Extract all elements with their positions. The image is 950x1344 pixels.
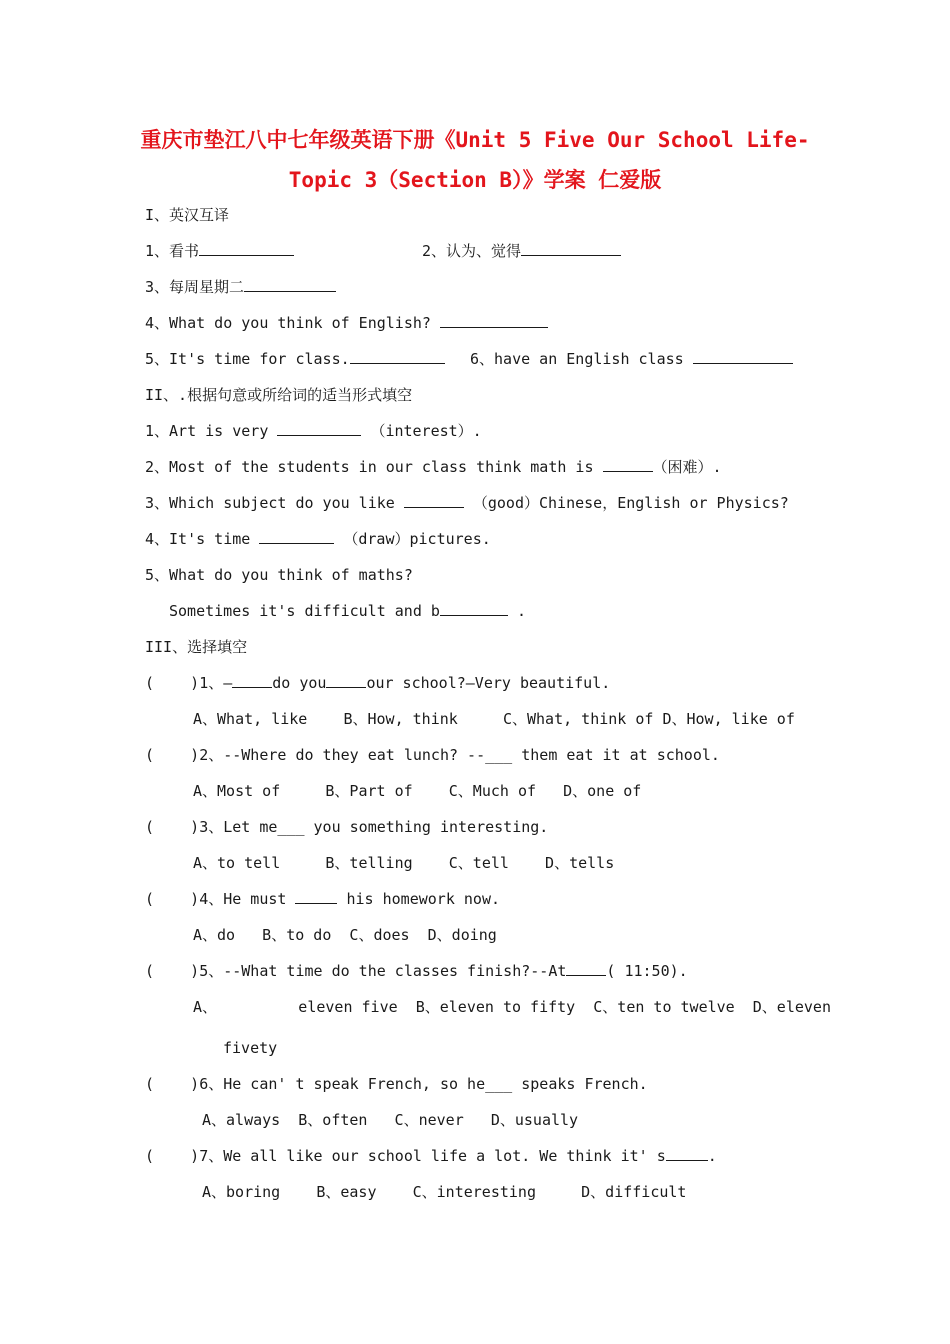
question-text: 2、--Where do they eat lunch? --___ them eat it at school.: [199, 746, 720, 764]
question-text: 4、He must: [199, 890, 287, 908]
part1-question-1: [145, 241, 294, 261]
question-text: 3、每周星期二: [145, 278, 245, 296]
answer-blank: [259, 529, 334, 544]
question-text: 1、—: [199, 674, 233, 692]
document-title-line1: 重庆市垫江八中七年级英语下册《Unit 5 Five Our School Life-: [140, 128, 810, 152]
part1-question-2: [422, 241, 621, 261]
answer-paren: ( ): [145, 890, 200, 908]
question-text: ( 11:50).: [606, 962, 688, 980]
part3-question-6: [145, 1074, 648, 1094]
part2-question-4: [145, 529, 491, 549]
part2-question-5: 5、What do you think of maths?: [145, 566, 413, 584]
question-text: 2、Most of the students in our class think math is: [145, 458, 594, 476]
part3-question-5-options-cont: fivety: [223, 1039, 278, 1057]
part3-question-2: [145, 745, 720, 765]
answer-blank: [440, 601, 508, 616]
part1-heading: I、英汉互译: [145, 206, 230, 224]
answer-blank: [666, 1146, 708, 1161]
answer-paren: ( ): [145, 1147, 200, 1165]
part1-question-6: [470, 349, 793, 369]
part3-question-7: [145, 1146, 717, 1166]
part2-question-3: [145, 493, 789, 513]
question-text: our school?—Very beautiful.: [366, 674, 611, 692]
question-hint: （good）Chinese，English or Physics?: [472, 494, 789, 512]
part3-heading: III、选择填空: [145, 638, 248, 656]
answer-blank: [603, 457, 653, 472]
question-text: do you: [272, 674, 327, 692]
question-text: 7、We all like our school life a lot. We think it' s: [199, 1147, 666, 1165]
part3-question-1-options: A、What, like B、How, think C、What, think of D、How, like of: [193, 710, 795, 728]
part3-question-4: [145, 889, 500, 909]
question-text: 4、It's time: [145, 530, 251, 548]
question-text: 3、Let me___ you something interesting.: [199, 818, 549, 836]
part3-question-2-options: A、Most of B、Part of C、Much of D、one of: [193, 782, 642, 800]
answer-blank: [199, 241, 294, 256]
part1-question-5: [145, 349, 445, 369]
answer-blank: [566, 961, 606, 976]
document-title-line2: Topic 3（Section B）》学案 仁爱版: [288, 168, 662, 192]
question-text: 4、What do you think of English?: [145, 314, 431, 332]
answer-blank: [244, 277, 336, 292]
part3-question-3-options: A、to tell B、telling C、tell D、tells: [193, 854, 615, 872]
question-text: his homework now.: [346, 890, 501, 908]
part2-question-2: [145, 457, 722, 477]
question-text: 5、--What time do the classes finish?--At: [199, 962, 567, 980]
question-hint: （困难）.: [652, 458, 722, 476]
part2-question-5-answer: [169, 601, 526, 621]
part1-question-4: [145, 313, 548, 333]
answer-blank: [693, 349, 793, 364]
question-text: 1、Art is very: [145, 422, 269, 440]
part3-question-3: [145, 817, 548, 837]
part3-question-5: [145, 961, 688, 981]
part2-heading: II、.根据句意或所给词的适当形式填空: [145, 386, 413, 404]
question-text: 6、He can' t speak French, so he___ speaks French.: [199, 1075, 648, 1093]
answer-blank: [295, 889, 337, 904]
answer-blank: [440, 313, 548, 328]
answer-paren: ( ): [145, 962, 200, 980]
question-end: .: [707, 1147, 717, 1165]
part2-question-1: [145, 421, 482, 441]
answer-blank: [521, 241, 621, 256]
part3-question-6-options: A、always B、often C、never D、usually: [202, 1111, 579, 1129]
answer-blank: [277, 421, 361, 436]
part3-question-5-options: A、 eleven five B、eleven to fifty C、ten to twelve D、eleven: [193, 998, 831, 1016]
part1-question-3: [145, 277, 336, 297]
question-hint: （draw）pictures.: [343, 530, 491, 548]
answer-blank: [232, 673, 272, 688]
answer-blank: [350, 349, 445, 364]
question-text: 1、看书: [145, 242, 200, 260]
question-text: 2、认为、觉得: [422, 242, 522, 260]
part3-question-1: [145, 673, 610, 693]
question-text: 3、Which subject do you like: [145, 494, 395, 512]
question-text: 5、It's time for class.: [145, 350, 350, 368]
answer-blank: [404, 493, 464, 508]
answer-blank: [326, 673, 366, 688]
part3-question-7-options: A、boring B、easy C、interesting D、difficult: [202, 1183, 687, 1201]
question-text: Sometimes it's difficult and b: [169, 602, 440, 620]
question-text: 6、have an English class: [470, 350, 684, 368]
answer-paren: ( ): [145, 818, 200, 836]
answer-paren: ( ): [145, 1075, 200, 1093]
question-end: .: [516, 602, 526, 620]
answer-paren: ( ): [145, 674, 200, 692]
answer-paren: ( ): [145, 746, 200, 764]
question-hint: （interest）.: [370, 422, 482, 440]
part3-question-4-options: A、do B、to do C、does D、doing: [193, 926, 497, 944]
